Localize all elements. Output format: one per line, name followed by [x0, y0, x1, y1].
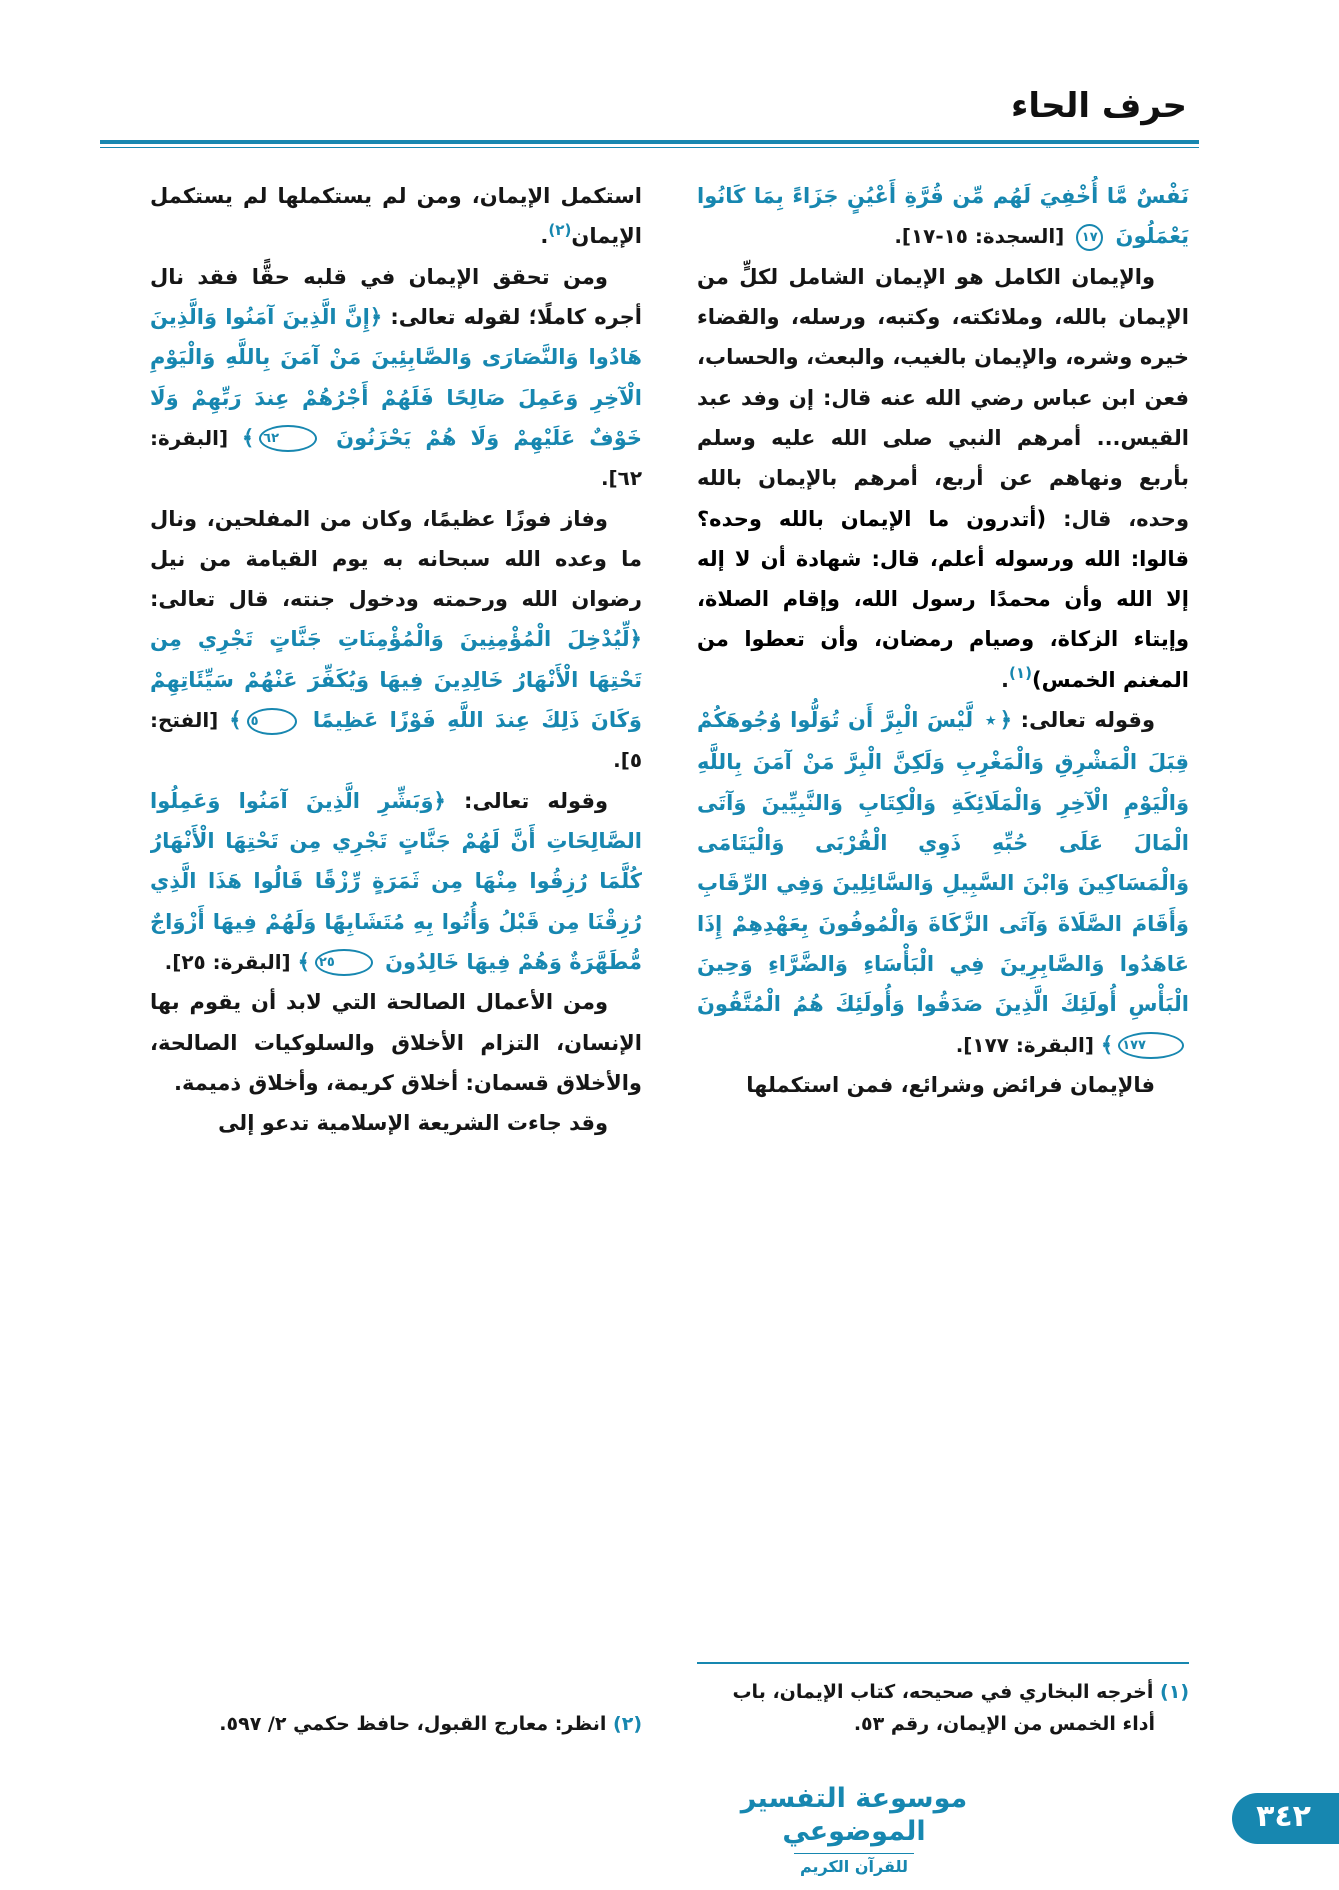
- paragraph: [697, 176, 1189, 257]
- paragraph: [150, 781, 642, 983]
- ayah-number: ٢٥: [315, 949, 373, 976]
- quran-verse: ﴾: [241, 425, 255, 450]
- paragraph: [697, 700, 1189, 1065]
- hadith-text: (أتدرون ما الإيمان بالله وحده؟ قالوا: الله ورسوله أعلم، قال: شهادة أن لا إله إلا الله وأن محمدًا رسول الله، وإقام الصلاة، وإيتاء الزكاة، وصيام رمضان، وأن تعطوا من المغنم الخمس): [697, 506, 1189, 692]
- body-text: ومن تحقق الإيمان في قلبه حقًّا فقد نال أجره كاملًا؛ لقوله تعالى:: [150, 264, 642, 329]
- publisher-seal-title: موسوعة التفسير الموضوعي: [740, 1782, 968, 1848]
- quran-verse: ﴿وَبَشِّرِ الَّذِينَ آمَنُوا وَعَمِلُوا الصَّالِحَاتِ أَنَّ لَهُمْ جَنَّاتٍ تَجْرِي مِن تَحْتِهَا الْأَنْهَارُ كُلَّمَا رُزِقُوا مِنْهَا مِن ثَمَرَةٍ رِّزْقًا قَالُوا هَذَا الَّذِي رُزِقْنَا مِن قَبْلُ وَأُتُوا بِهِ مُتَشَابِهًا وَلَهُمْ فِيهَا أَزْوَاجٌ مُّطَهَّرَةٌ وَهُمْ فِيهَا خَالِدُونَ: [150, 788, 642, 974]
- body-text: استكمل الإيمان، ومن لم يستكملها لم يستكمل الإيمان: [150, 184, 642, 249]
- publisher-seal: [699, 1782, 1009, 1877]
- left-column: [150, 176, 642, 1741]
- paragraph: [150, 982, 642, 1103]
- paragraph: [150, 499, 642, 781]
- publisher-seal-subtitle: للقرآن الكريم: [799, 1857, 909, 1876]
- quran-verse: ﴿: [999, 708, 1013, 733]
- ayah-number: ٥: [247, 708, 297, 735]
- body-text: .: [1001, 667, 1009, 692]
- quran-verse: ﴾: [297, 949, 310, 974]
- quran-verse: نَفْسٌ مَّا أُخْفِيَ لَهُم مِّن قُرَّةِ أَعْيُنٍ جَزَاءً بِمَا كَانُوا يَعْمَلُونَ: [697, 184, 1189, 249]
- verse-reference: [البقرة: ١٧٧].: [955, 1032, 1101, 1057]
- body-text: والإيمان الكامل هو الإيمان الشامل لكلٍّ من الإيمان بالله، وملائكته، وكتبه، ورسله، والقضاء خيره وشره، والإيمان بالغيب، والبعث، والحساب، فعن ابن عباس رضي الله عنه قال: إن وفد عبد القيس... أمرهم النبي صلى الله عليه وسلم بأربع ونهاهم عن أربع، أمرهم بالإيمان بالله وحده، قال:: [697, 264, 1189, 531]
- verse-reference: [السجدة: ١٥-١٧].: [894, 224, 1072, 249]
- paragraph: [697, 1065, 1189, 1105]
- body-text: ومن الأعمال الصالحة التي لابد أن يقوم بها الإنسان، التزام الأخلاق والسلوكيات الصالحة، والأخلاق قسمان: أخلاق كريمة، وأخلاق ذميمة.: [150, 990, 642, 1095]
- paragraph: [150, 1103, 642, 1143]
- page-number-badge: ٣٤٢: [1232, 1793, 1339, 1844]
- paragraph: [697, 257, 1189, 700]
- ayah-number: ١٧٧: [1118, 1032, 1184, 1059]
- verse-reference: [البقرة: ٢٥].: [164, 949, 298, 974]
- paragraph: [150, 257, 642, 499]
- quran-verse: ﴿إِنَّ الَّذِينَ آمَنُوا وَالَّذِينَ هَادُوا وَالنَّصَارَى وَالصَّابِئِينَ مَنْ آمَنَ بِاللَّهِ وَالْيَوْمِ الْآخِرِ وَعَمِلَ صَالِحًا فَلَهُمْ أَجْرُهُمْ عِندَ رَبِّهِمْ وَلَا خَوْفٌ عَلَيْهِمْ وَلَا هُمْ يَحْزَنُونَ: [150, 304, 642, 450]
- footnote-number: (٢): [606, 1713, 642, 1736]
- quran-verse: ﴾: [1100, 1032, 1114, 1057]
- footnote-text: أخرجه البخاري في صحيحه، كتاب الإيمان، باب أداء الخمس من الإيمان، رقم ٥٣.: [732, 1680, 1155, 1736]
- body-text: وقوله تعالى:: [445, 788, 608, 813]
- quran-verse: لَّيْسَ الْبِرَّ أَن تُوَلُّوا وُجُوهَكُمْ قِبَلَ الْمَشْرِقِ وَالْمَغْرِبِ وَلَكِنَّ الْبِرَّ مَنْ آمَنَ بِاللَّهِ وَالْيَوْمِ الْآخِرِ وَالْمَلَائِكَةِ وَالْكِتَابِ وَالنَّبِيِّينَ وَآتَى الْمَالَ عَلَى حُبِّهِ ذَوِي الْقُرْبَى وَالْيَتَامَى وَالْمَسَاكِينَ وَابْنَ السَّبِيلِ وَالسَّائِلِينَ وَفِي الرِّقَابِ وَأَقَامَ الصَّلَاةَ وَآتَى الزَّكَاةَ وَالْمُوفُونَ بِعَهْدِهِمْ إِذَا عَاهَدُوا وَالصَّابِرِينَ فِي الْبَأْسَاءِ وَالضَّرَّاءِ وَحِينَ الْبَأْسِ أُولَئِكَ الَّذِينَ صَدَقُوا وَأُولَئِكَ هُمُ الْمُتَّقُونَ: [697, 708, 1189, 1017]
- body-text: .: [540, 224, 549, 249]
- body-text: وفاز فوزًا عظيمًا، وكان من المفلحين، ونال ما وعده الله سبحانه به يوم القيامة من نيل رضوان الله ورحمته ودخول جنته، قال تعالى:: [150, 506, 642, 612]
- footnote: [697, 1676, 1189, 1741]
- footnote-number: (١): [1153, 1680, 1189, 1703]
- hizb-mark: ٭: [984, 708, 997, 734]
- left-column-footnotes: [150, 1696, 642, 1741]
- right-column-footnotes: [697, 1662, 1189, 1741]
- body-text: فالإيمان فرائض وشرائع، فمن استكملها: [746, 1072, 1155, 1097]
- page-header: [0, 0, 1339, 148]
- left-column-paragraphs: [150, 176, 642, 1696]
- quran-verse: ﴿لِّيُدْخِلَ الْمُؤْمِنِينَ وَالْمُؤْمِنَاتِ جَنَّاتٍ تَجْرِي مِن تَحْتِهَا الْأَنْهَارُ خَالِدِينَ فِيهَا وَيُكَفِّرَ عَنْهُمْ سَيِّئَاتِهِمْ وَكَانَ ذَلِكَ عِندَ اللَّهِ فَوْزًا عَظِيمًا: [150, 627, 642, 733]
- two-column-text: [150, 176, 1189, 1741]
- body-text: وقوله تعالى:: [1012, 708, 1155, 733]
- paragraph: [150, 176, 642, 257]
- footnote: [150, 1708, 642, 1741]
- ayah-number: ١٧: [1076, 224, 1103, 251]
- right-column: [697, 176, 1189, 1741]
- quran-verse: ﴾: [229, 708, 242, 733]
- publisher-seal-divider: [794, 1853, 914, 1854]
- ayah-number: ٦٢: [259, 425, 317, 452]
- header-divider: [100, 140, 1199, 148]
- footnote-marker: (١): [1009, 664, 1033, 683]
- chapter-title: حرف الحاء: [1010, 86, 1187, 126]
- right-column-paragraphs: [697, 176, 1189, 1662]
- footnote-marker: (٢): [548, 221, 572, 239]
- verse-reference: [البقرة: ٦٢].: [150, 425, 642, 491]
- body-text: وقد جاءت الشريعة الإسلامية تدعو إلى: [218, 1111, 608, 1136]
- verse-reference: [الفتح: ٥].: [150, 708, 642, 773]
- footnote-text: انظر: معارج القبول، حافظ حكمي ٢/ ٥٩٧.: [219, 1713, 607, 1736]
